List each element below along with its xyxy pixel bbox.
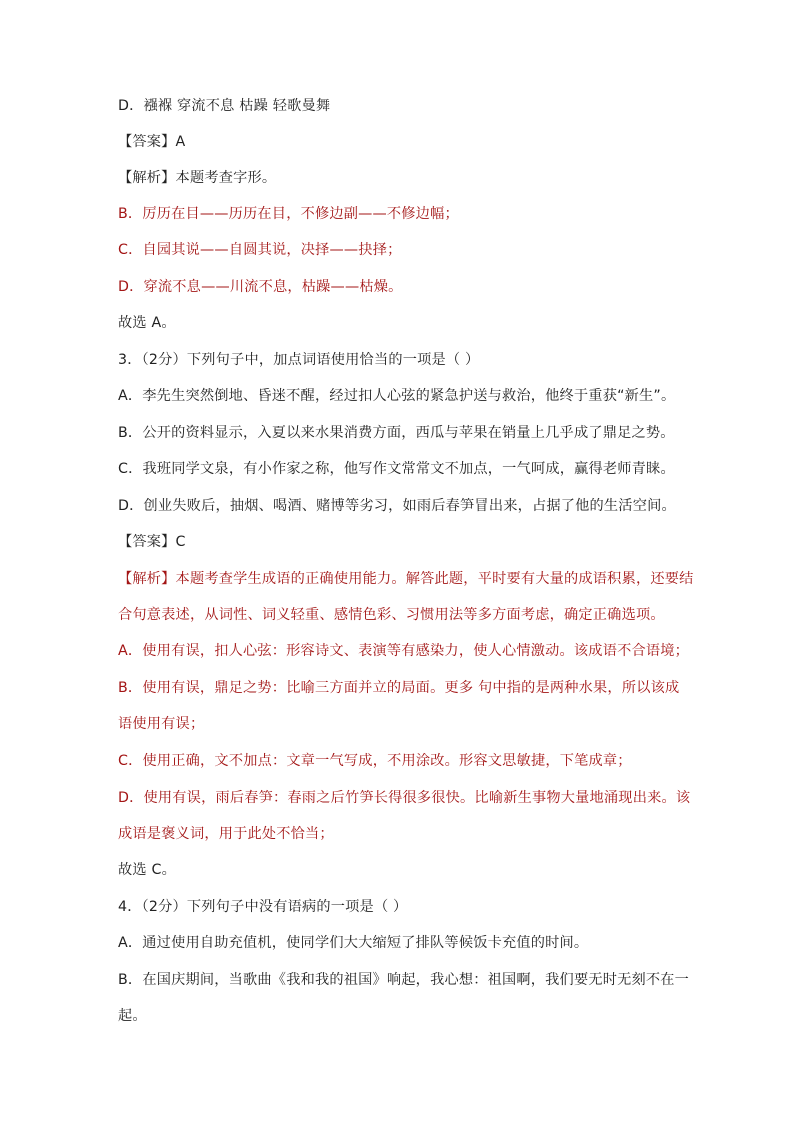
question-heading-3: 3．（2分）下列句子中，加点词语使用恰当的一项是（ ） <box>118 352 480 368</box>
answer-line: 【答案】C <box>118 534 186 550</box>
explanation-line: 成语是褒义词，用于此处不恰当； <box>118 826 334 842</box>
explanation-line: B．厉历在目——历历在目，不修边副——不修边幅； <box>118 206 459 222</box>
question-heading-4: 4．（2分）下列句子中没有语病的一项是（ ） <box>118 899 408 915</box>
question-3-option-a: A．李先生突然倒地、昏迷不醒，经过扣人心弦的紧急护送与救治，他终于重获“新生”。 <box>118 388 676 404</box>
question-3-option-b: B．公开的资料显示，入夏以来水果消费方面，西瓜与苹果在销量上几乎成了鼎足之势。 <box>118 425 675 441</box>
explanation-line: B．使用有误，鼎足之势：比喻三方面并立的局面。更多 句中指的是两种水果，所以该成 <box>118 680 680 696</box>
conclusion-line: 故选 A。 <box>118 315 176 331</box>
conclusion-line: 故选 C。 <box>118 862 176 878</box>
question-4-option-b: B．在国庆期间，当歌曲《我和我的祖国》响起，我心想：祖国啊，我们要无时无刻不在一 <box>118 972 690 988</box>
answer-line: 【答案】A <box>118 134 186 150</box>
explanation-line: C．自园其说——自圆其说，决择——抉择； <box>118 242 402 258</box>
explanation-heading: 【解析】本题考查字形。 <box>118 170 277 186</box>
explanation-line: 合句意表述，从词性、词义轻重、感情色彩、习惯用法等多方面考虑，确定正确选项。 <box>118 607 665 623</box>
explanation-line: 语使用有误； <box>118 716 205 732</box>
explanation-line: D．使用有误，雨后春笋：春雨之后竹笋长得很多很快。比喻新生事物大量地涌现出来。该 <box>118 790 691 806</box>
question-3-option-d: D．创业失败后，抽烟、喝酒、赌博等劣习，如雨后春笋冒出来，占据了他的生活空间。 <box>118 498 676 514</box>
explanation-line: A．使用有误，扣人心弦：形容诗文、表演等有感染力，使人心情激动。该成语不合语境； <box>118 643 690 659</box>
explanation-line: C．使用正确，文不加点：文章一气写成，不用涂改。形容文思敏捷，下笔成章； <box>118 753 632 769</box>
question-4-option-b-cont: 起。 <box>118 1008 147 1024</box>
explanation-line: 【解析】本题考查学生成语的正确使用能力。解答此题，平时要有大量的成语积累，还要结 <box>118 571 694 587</box>
option-line-d: D．襁褓 穿流不息 枯躁 轻歌曼舞 <box>118 98 331 114</box>
explanation-line: D．穿流不息——川流不息，枯躁——枯燥。 <box>118 279 403 295</box>
question-3-option-c: C．我班同学文泉，有小作家之称，他写作文常常文不加点，一气呵成，赢得老师青睐。 <box>118 461 675 477</box>
question-4-option-a: A．通过使用自助充值机，使同学们大大缩短了排队等候饭卡充值的时间。 <box>118 935 589 951</box>
